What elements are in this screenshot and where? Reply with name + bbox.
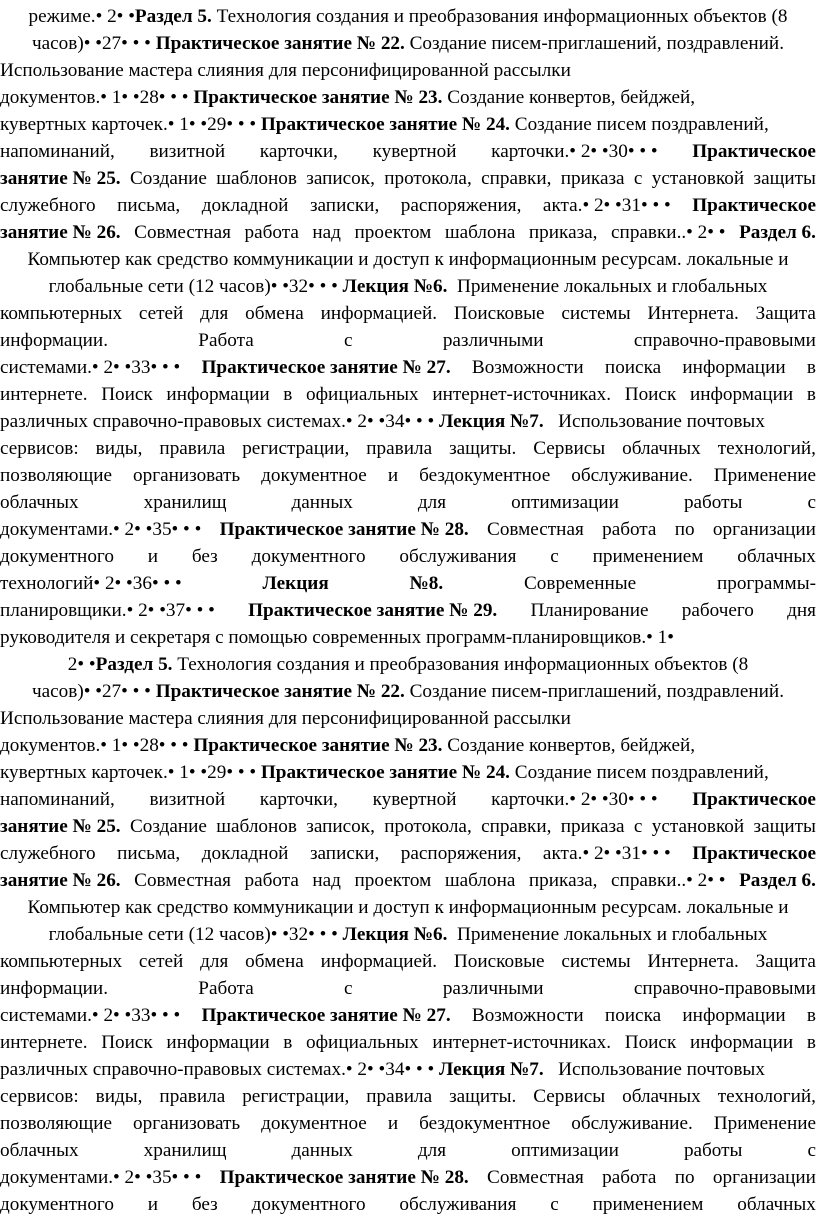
text-line: [0, 624, 816, 651]
bold-run: Практическое: [692, 195, 816, 216]
text-run: организовать: [133, 1113, 241, 1134]
text-run: служебного: [0, 843, 96, 864]
text-run: напоминаний,: [0, 789, 115, 810]
text-run: Использование мастера слияния для персонифицированной рассылки: [0, 708, 571, 729]
text-run: Технология создания и преобразования информационных объектов (8: [211, 6, 788, 27]
text-run: над: [312, 870, 341, 891]
text-run: организации: [712, 1167, 816, 1188]
text-run: информации: [682, 1005, 786, 1026]
text-run: Создание: [129, 816, 207, 837]
text-run: приказа,: [528, 222, 598, 243]
text-line: [0, 570, 816, 597]
bold-run: Практическое занятие № 27.: [201, 1005, 451, 1026]
text-run: распоряжения,: [400, 195, 522, 216]
text-run: записок,: [306, 168, 375, 189]
text-line: [0, 246, 816, 273]
text-run: Создание писем-приглашений, поздравлений.: [404, 681, 784, 702]
text-run: оптимизации: [511, 1140, 619, 1161]
text-line: [0, 408, 816, 435]
text-run: компьютерных: [0, 951, 123, 972]
text-run: Создание конвертов, бейджей,: [442, 735, 696, 756]
text-run: в: [806, 384, 816, 405]
text-run: справочно-правовыми: [633, 330, 816, 351]
text-run: записки,: [309, 195, 380, 216]
text-run: в: [806, 357, 816, 378]
text-run: Совместная: [134, 222, 231, 243]
text-run: справки,: [481, 168, 552, 189]
text-run: глобальные сети (12 часов)• •32• • •: [48, 276, 343, 297]
text-run: работы: [683, 1140, 743, 1161]
text-line: [0, 327, 816, 354]
text-run: записок,: [306, 816, 375, 837]
text-run: обмена: [245, 951, 304, 972]
bold-run: Лекция №7.: [439, 1059, 544, 1080]
text-line: [0, 516, 816, 543]
text-run: технологий,: [717, 438, 816, 459]
text-run: Работа: [198, 330, 254, 351]
bold-run: занятие № 25.: [0, 816, 121, 837]
text-run: кувертных карточек.• 1• •29• • •: [0, 762, 261, 783]
text-run: докладной: [201, 843, 289, 864]
text-run: защиты: [753, 168, 816, 189]
text-run: Совместная: [487, 1167, 584, 1188]
bold-run: Лекция №6.: [342, 924, 448, 945]
text-run: информацией.: [320, 951, 438, 972]
text-run: информацией.: [320, 303, 438, 324]
text-line: [0, 57, 816, 84]
text-run: карточки,: [259, 789, 338, 810]
text-run: защиты.: [449, 438, 517, 459]
bold-run: занятие № 26.: [0, 870, 121, 891]
bold-run: Раздел 5.: [134, 6, 212, 27]
text-run: для: [200, 303, 229, 324]
text-run: напоминаний,: [0, 141, 115, 162]
text-run: шаблонов: [216, 816, 297, 837]
text-run: информации: [689, 1032, 794, 1053]
text-run: акта.• 2• •31• • •: [542, 843, 671, 864]
bold-run: Практическое занятие № 24.: [260, 114, 510, 135]
bold-run: Раздел 6.: [739, 222, 816, 243]
text-run: работа: [602, 519, 657, 540]
text-run: работа: [602, 1167, 657, 1188]
text-run: по: [674, 1167, 695, 1188]
text-run: проектом: [354, 870, 432, 891]
text-run: работы: [683, 492, 743, 513]
text-run: Планирование: [530, 600, 649, 621]
text-line: [0, 192, 816, 219]
text-run: сетей: [138, 951, 184, 972]
text-line: [0, 111, 816, 138]
text-run: справки..• 2• •: [611, 222, 726, 243]
text-run: Совместная: [487, 519, 584, 540]
text-run: записки,: [309, 843, 380, 864]
text-run: документов.• 1• •28• • •: [0, 87, 194, 108]
text-run: в: [283, 1032, 293, 1053]
text-line: [0, 138, 816, 165]
text-run: и: [147, 546, 159, 567]
text-run: интернете.: [0, 1032, 88, 1053]
text-run: Защита: [755, 951, 816, 972]
text-run: позволяющие: [0, 1113, 113, 1134]
text-run: официальных: [306, 1032, 419, 1053]
text-run: документное: [261, 465, 367, 486]
text-line: [0, 732, 816, 759]
text-line: [0, 1164, 816, 1191]
text-line: [0, 975, 816, 1002]
text-line: [0, 543, 816, 570]
bold-run: Лекция №6.: [342, 276, 448, 297]
text-line: [0, 435, 816, 462]
text-run: облачных: [622, 1086, 701, 1107]
text-line: [0, 165, 816, 192]
text-run: позволяющие: [0, 465, 113, 486]
text-line: [0, 1137, 816, 1164]
text-run: оптимизации: [511, 492, 619, 513]
text-run: приказа: [560, 816, 625, 837]
text-run: Сервисы: [533, 1086, 606, 1107]
text-line: [0, 3, 816, 30]
text-run: шаблонов: [216, 168, 297, 189]
text-run: официальных: [306, 384, 419, 405]
text-run: обслуживание.: [571, 465, 693, 486]
text-run: Создание: [129, 168, 207, 189]
bold-run: Практическое: [692, 141, 816, 162]
text-run: протокола,: [384, 168, 472, 189]
text-run: для: [417, 492, 447, 513]
text-line: [0, 1002, 816, 1029]
text-run: сетей: [138, 303, 184, 324]
text-run: Применение локальных и глобальных: [447, 276, 768, 297]
text-run: правила: [159, 438, 226, 459]
text-run: Поисковые: [453, 303, 545, 324]
text-run: хранилищ: [143, 1140, 227, 1161]
text-run: технологий,: [717, 1086, 816, 1107]
text-run: в: [806, 1032, 816, 1053]
text-run: бездокументное: [419, 465, 551, 486]
text-run: Работа: [198, 978, 254, 999]
text-run: информации.: [0, 330, 108, 351]
text-run: Создание писем поздравлений,: [509, 114, 769, 135]
text-run: интернет-источниках.: [432, 384, 612, 405]
text-run: приказа,: [528, 870, 598, 891]
text-run: Совместная: [134, 870, 231, 891]
text-run: Поисковые: [453, 951, 545, 972]
text-line: [0, 489, 816, 516]
bold-run: Практическое: [692, 789, 816, 810]
text-run: с: [550, 1194, 559, 1215]
text-run: Поиск: [101, 1032, 153, 1053]
text-run: обслуживание.: [571, 1113, 693, 1134]
text-run: различных справочно-правовых системах.• 2• •34• • •: [0, 1059, 439, 1080]
text-run: работа: [244, 870, 299, 891]
text-run: Возможности: [471, 1005, 584, 1026]
text-run: виды,: [95, 1086, 143, 1107]
text-run: Создание писем поздравлений,: [509, 762, 769, 783]
text-run: для: [417, 1140, 447, 1161]
text-run: обмена: [245, 303, 304, 324]
text-run: с: [633, 168, 643, 189]
text-run: различных справочно-правовых системах.• 2• •34• • •: [0, 411, 439, 432]
text-run: системами.• 2• •33• • •: [0, 1005, 181, 1026]
text-run: технологий• 2• •36• • •: [0, 573, 182, 594]
bold-run: Раздел 5.: [95, 654, 173, 675]
text-run: информации: [166, 384, 270, 405]
text-run: дня: [787, 600, 816, 621]
text-run: Использование почтовых: [543, 411, 765, 432]
text-run: для: [200, 951, 229, 972]
text-run: поиска: [604, 1005, 662, 1026]
bold-run: Раздел 6.: [739, 870, 816, 891]
text-run: протокола,: [384, 816, 472, 837]
text-run: работа: [244, 222, 299, 243]
text-run: Поиск: [624, 384, 677, 405]
text-run: Поиск: [624, 1032, 677, 1053]
text-run: справочно-правовыми: [633, 978, 816, 999]
text-run: интернете.: [0, 384, 88, 405]
text-line: [0, 786, 816, 813]
text-run: рабочего: [681, 600, 754, 621]
text-line: [0, 840, 816, 867]
text-run: карточки.• 2• •30• • •: [491, 141, 658, 162]
bold-run: №8.: [409, 573, 444, 594]
text-run: карточки.• 2• •30• • •: [491, 789, 658, 810]
text-line: [0, 597, 816, 624]
text-run: документного: [0, 1194, 114, 1215]
text-line: [0, 1110, 816, 1137]
text-run: над: [312, 222, 341, 243]
text-run: правила: [366, 1086, 433, 1107]
text-run: без: [191, 1194, 218, 1215]
text-run: Использование мастера слияния для персонифицированной рассылки: [0, 60, 571, 81]
text-run: с: [344, 330, 353, 351]
text-run: сервисов:: [0, 438, 79, 459]
text-run: Современные: [524, 573, 637, 594]
text-run: организовать: [133, 465, 241, 486]
text-line: [0, 381, 816, 408]
text-line: [0, 1056, 816, 1083]
text-run: с: [807, 1140, 816, 1161]
text-run: данных: [291, 1140, 353, 1161]
text-run: Сервисы: [533, 438, 606, 459]
text-run: Защита: [755, 303, 816, 324]
text-run: Технология создания и преобразования информационных объектов (8: [172, 654, 749, 675]
bold-run: Практическое занятие № 24.: [260, 762, 510, 783]
text-run: компьютерных: [0, 303, 123, 324]
text-run: различными: [442, 978, 544, 999]
text-run: применением: [592, 1194, 704, 1215]
bold-run: Практическое: [692, 843, 816, 864]
text-line: [0, 813, 816, 840]
bold-run: Практическое занятие № 23.: [193, 87, 443, 108]
text-run: 2• •: [67, 654, 96, 675]
text-line: [0, 948, 816, 975]
text-line: [0, 219, 816, 246]
text-run: Компьютер как средство коммуникации и доступ к информационным ресурсам. локальные и: [27, 249, 789, 270]
text-run: Создание конвертов, бейджей,: [442, 87, 696, 108]
text-run: защиты: [753, 816, 816, 837]
text-run: бездокументное: [419, 1113, 551, 1134]
text-line: [0, 894, 816, 921]
bold-run: Практическое занятие № 29.: [248, 600, 498, 621]
text-run: защиты.: [449, 1086, 517, 1107]
text-run: и: [387, 1113, 399, 1134]
text-run: поиска: [604, 357, 662, 378]
text-run: шаблона: [444, 870, 516, 891]
text-run: системами.• 2• •33• • •: [0, 357, 181, 378]
text-run: Возможности: [471, 357, 584, 378]
text-run: с: [344, 978, 353, 999]
text-run: Интернета.: [647, 951, 739, 972]
text-run: организации: [712, 519, 816, 540]
text-run: кувертной: [372, 141, 457, 162]
text-run: информации.: [0, 978, 108, 999]
bold-run: Лекция: [262, 573, 329, 594]
bold-run: Практическое занятие № 28.: [219, 1167, 469, 1188]
text-run: документами.• 2• •35• • •: [0, 519, 202, 540]
text-run: письма,: [117, 843, 181, 864]
text-run: документного: [0, 546, 114, 567]
text-run: Применение локальных и глобальных: [447, 924, 768, 945]
text-run: облачных: [0, 1140, 79, 1161]
text-run: глобальные сети (12 часов)• •32• • •: [48, 924, 343, 945]
text-run: документами.• 2• •35• • •: [0, 1167, 202, 1188]
text-line: [0, 354, 816, 381]
text-run: проектом: [354, 222, 432, 243]
text-run: информации: [166, 1032, 270, 1053]
text-run: виды,: [95, 438, 143, 459]
text-run: информации: [689, 384, 794, 405]
bold-run: Практическое занятие № 23.: [193, 735, 443, 756]
text-line: [0, 1083, 816, 1110]
text-line: [0, 651, 816, 678]
text-line: [0, 84, 816, 111]
text-run: правила: [159, 1086, 226, 1107]
bold-run: Практическое занятие № 22.: [155, 681, 405, 702]
text-run: данных: [291, 492, 353, 513]
text-run: документов.• 1• •28• • •: [0, 735, 194, 756]
text-run: режиме.• 2• •: [28, 6, 135, 27]
text-run: Применение: [713, 1113, 816, 1134]
text-run: по: [674, 519, 695, 540]
text-line: [0, 1191, 816, 1218]
text-line: [0, 867, 816, 894]
text-run: сервисов:: [0, 1086, 79, 1107]
text-line: [0, 1029, 816, 1056]
text-run: планировщики.• 2• •37• • •: [0, 600, 215, 621]
text-run: в: [806, 1005, 816, 1026]
text-run: регистрации,: [242, 1086, 350, 1107]
text-run: облачных: [622, 438, 701, 459]
text-run: кувертных карточек.• 1• •29• • •: [0, 114, 261, 135]
text-run: Создание писем-приглашений, поздравлений.: [404, 33, 784, 54]
text-run: обслуживания: [399, 546, 517, 567]
text-run: служебного: [0, 195, 96, 216]
text-run: документного: [251, 546, 366, 567]
text-line: [0, 759, 816, 786]
text-run: документное: [261, 1113, 367, 1134]
bold-run: Практическое занятие № 28.: [219, 519, 469, 540]
text-line: [0, 705, 816, 732]
text-run: облачных: [737, 1194, 816, 1215]
text-run: обслуживания: [399, 1194, 517, 1215]
text-line: [0, 30, 816, 57]
text-run: Поиск: [101, 384, 153, 405]
text-line: [0, 300, 816, 327]
text-run: с: [550, 546, 559, 567]
text-line: [0, 921, 816, 948]
text-run: в: [283, 384, 293, 405]
text-run: руководителя и секретаря с помощью современных программ-планировщиков.• 1•: [0, 627, 674, 648]
text-run: регистрации,: [242, 438, 350, 459]
text-run: шаблона: [444, 222, 516, 243]
text-run: интернет-источниках.: [432, 1032, 612, 1053]
bold-run: занятие № 25.: [0, 168, 121, 189]
text-line: [0, 678, 816, 705]
text-run: документного: [251, 1194, 366, 1215]
text-run: докладной: [201, 195, 289, 216]
text-run: и: [387, 465, 399, 486]
text-run: системы: [561, 303, 631, 324]
text-run: распоряжения,: [400, 843, 522, 864]
text-run: Применение: [713, 465, 816, 486]
bold-run: занятие № 26.: [0, 222, 121, 243]
text-run: без: [191, 546, 218, 567]
text-line: [0, 462, 816, 489]
text-run: с: [807, 492, 816, 513]
text-run: установкой: [651, 816, 745, 837]
text-run: системы: [561, 951, 631, 972]
text-run: Компьютер как средство коммуникации и доступ к информационным ресурсам. локальные и: [27, 897, 789, 918]
text-run: визитной: [149, 789, 226, 810]
text-run: Интернета.: [647, 303, 739, 324]
text-run: Использование почтовых: [543, 1059, 765, 1080]
text-run: облачных: [0, 492, 79, 513]
text-run: и: [147, 1194, 159, 1215]
text-run: визитной: [149, 141, 226, 162]
bold-run: Лекция №7.: [439, 411, 544, 432]
text-run: хранилищ: [143, 492, 227, 513]
text-run: приказа: [560, 168, 625, 189]
text-run: письма,: [117, 195, 181, 216]
text-run: часов)• •27• • •: [32, 681, 156, 702]
text-run: информации: [682, 357, 786, 378]
text-run: кувертной: [372, 789, 457, 810]
text-run: правила: [366, 438, 433, 459]
text-line: [0, 273, 816, 300]
text-run: часов)• •27• • •: [32, 33, 156, 54]
text-run: программы-: [716, 573, 816, 594]
text-run: применением: [592, 546, 704, 567]
bold-run: Практическое занятие № 27.: [201, 357, 451, 378]
bold-run: Практическое занятие № 22.: [155, 33, 405, 54]
text-run: акта.• 2• •31• • •: [542, 195, 671, 216]
text-run: карточки,: [259, 141, 338, 162]
text-run: установкой: [651, 168, 745, 189]
text-run: облачных: [737, 546, 816, 567]
text-run: справки,: [481, 816, 552, 837]
text-run: различными: [442, 330, 544, 351]
text-run: справки..• 2• •: [611, 870, 726, 891]
text-run: с: [633, 816, 643, 837]
